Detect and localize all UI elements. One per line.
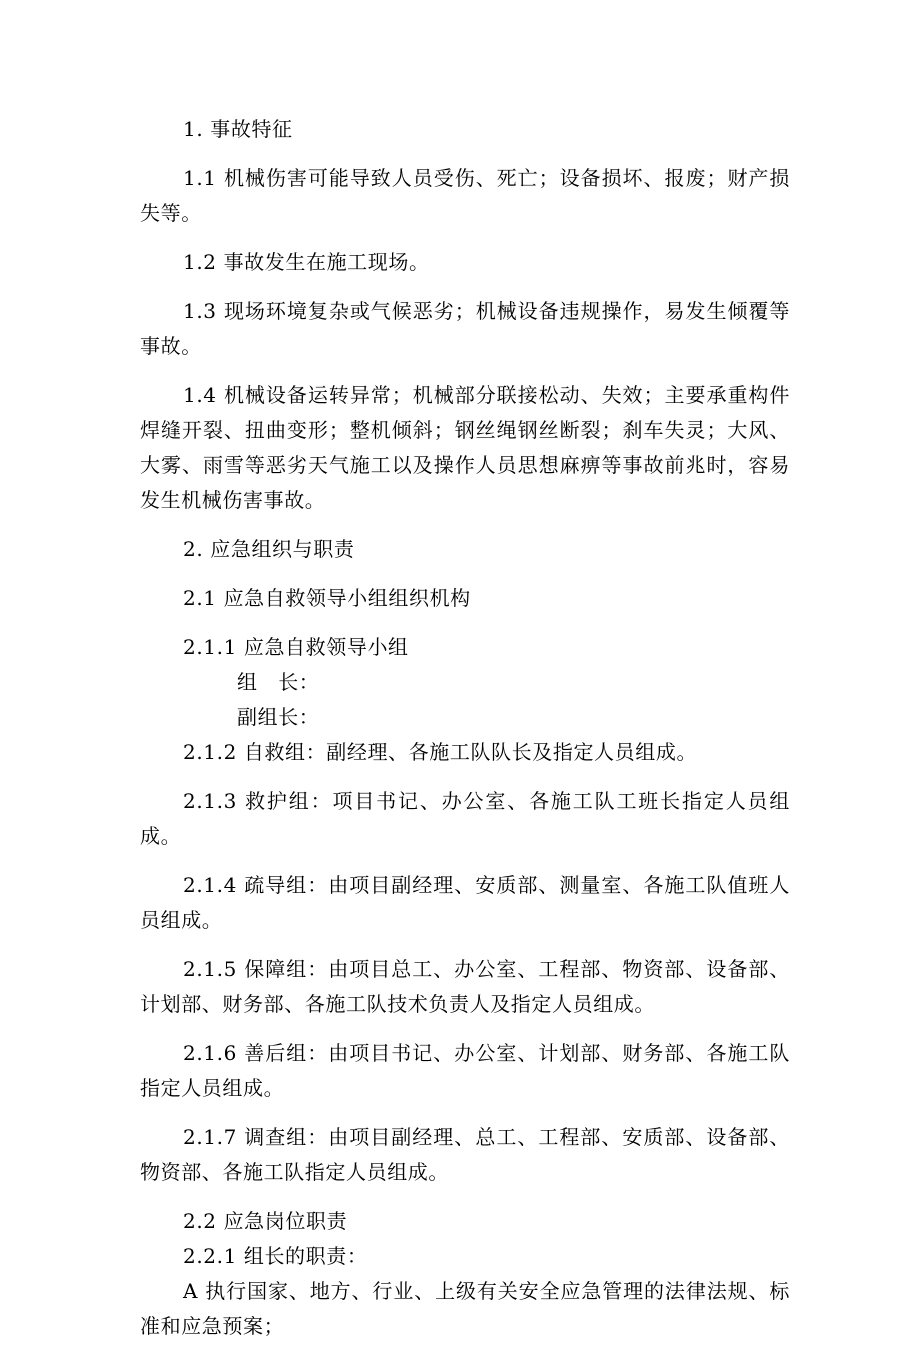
paragraph-2-1-2: 2.1.2 自救组：副经理、各施工队队长及指定人员组成。 — [183, 740, 698, 764]
paragraph-2-1-3: 2.1.3 救护组：项目书记、办公室、各施工队工班长指定人员组成。 — [140, 789, 790, 848]
paragraph-item-a: A 执行国家、地方、行业、上级有关安全应急管理的法律法规、标准和应急预案； — [140, 1279, 790, 1338]
paragraph-2-1-5: 2.1.5 保障组：由项目总工、办公室、工程部、物资部、设备部、计划部、财务部、各施工队技术负责人及指定人员组成。 — [140, 957, 790, 1016]
paragraph-2-1-4: 2.1.4 疏导组：由项目副经理、安质部、测量室、各施工队值班人员组成。 — [140, 873, 790, 932]
paragraph-2-1-6: 2.1.6 善后组：由项目书记、办公室、计划部、财务部、各施工队指定人员组成。 — [140, 1041, 790, 1100]
paragraph-1-4: 1.4 机械设备运转异常；机械部分联接松动、失效；主要承重构件焊缝开裂、扭曲变形；整机倾斜；钢丝绳钢丝断裂；刹车失灵；大风、大雾、雨雪等恶劣天气施工以及操作人员思想麻痹等事故前兆时，容易发生机械伤害事故。 — [140, 383, 790, 512]
leader-line: 组 长： — [237, 670, 320, 694]
document-page — [140, 112, 790, 1358]
paragraph-2-2-1: 2.2.1 组长的职责： — [183, 1244, 368, 1268]
heading-emergency-organization: 2. 应急组织与职责 — [183, 537, 355, 561]
leader-list — [140, 665, 790, 735]
paragraph-1-3: 1.3 现场环境复杂或气候恶劣；机械设备违规操作，易发生倾覆等事故。 — [140, 299, 790, 358]
paragraph-1-2: 1.2 事故发生在施工现场。 — [183, 250, 430, 274]
paragraph-1-1: 1.1 机械伤害可能导致人员受伤、死亡；设备损坏、报废；财产损失等。 — [140, 166, 790, 225]
heading-accident-features: 1. 事故特征 — [183, 117, 293, 141]
deputy-leader-line: 副组长： — [237, 705, 320, 729]
paragraph-2-1-1: 2.1.1 应急自救领导小组 — [183, 635, 409, 659]
paragraph-2-2: 2.2 应急岗位职责 — [183, 1209, 348, 1233]
paragraph-2-1-7: 2.1.7 调查组：由项目副经理、总工、工程部、安质部、设备部、物资部、各施工队指定人员组成。 — [140, 1125, 790, 1184]
paragraph-2-1: 2.1 应急自救领导小组组织机构 — [183, 586, 471, 610]
